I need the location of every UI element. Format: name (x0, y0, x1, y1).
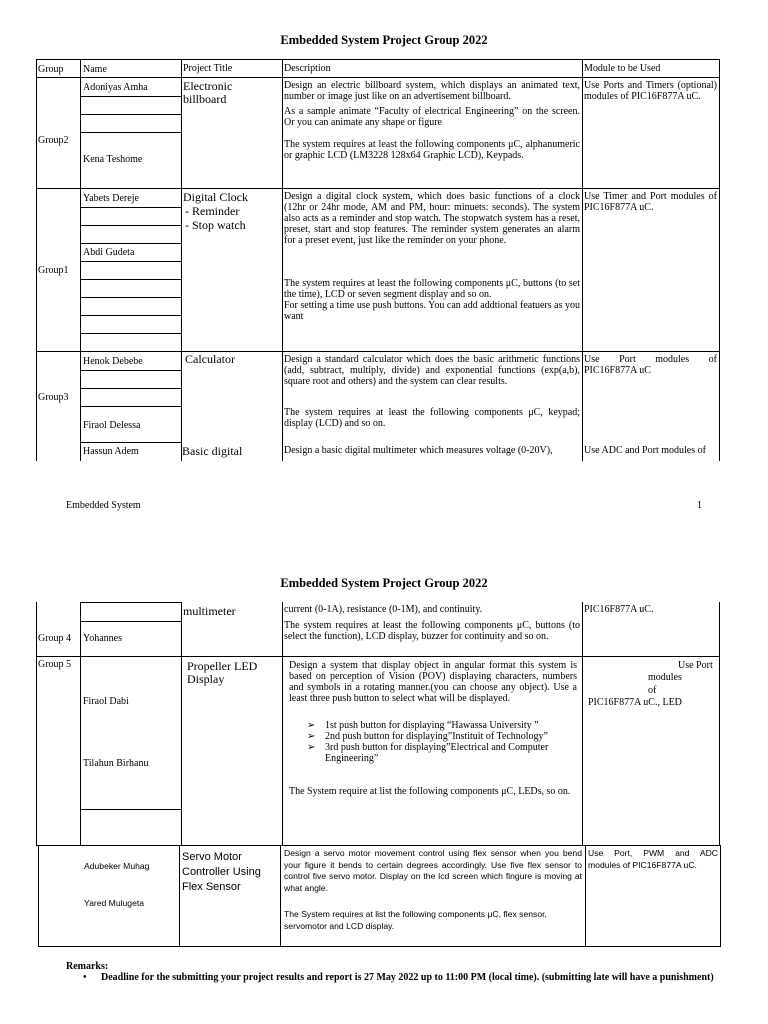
module: PIC16F877A uC. (584, 604, 654, 615)
table-1-clipped-row (36, 443, 720, 460)
bullet-item: 2nd push button for displaying”Instituit of Technology” (325, 731, 548, 742)
description: The system requires at least the following components μC, keypad; display (LCD) and so on. (284, 407, 580, 429)
project-title: Propeller LED Display (187, 659, 258, 686)
member-name: Firaol Delessa (83, 420, 141, 431)
description: Design a basic digital multimeter which measures voltage (0-20V), (284, 445, 553, 456)
module: Use Port, PWM and ADC modules of PIC16F877A uC. (588, 848, 718, 870)
module: Use Ports and Timers (optional) modules of PIC16F877A uC. (584, 80, 717, 102)
header-group: Group (38, 64, 64, 75)
member-name: Yohannes (83, 633, 122, 644)
group-label: Group2 (38, 135, 69, 146)
header-name: Name (83, 64, 107, 75)
group-label: Group 4 (38, 633, 72, 644)
group-label: Group 5 (38, 659, 72, 670)
remarks-item: Deadline for the submitting your project results and report is 27 May 2022 up to 11:00 PM (local time). (submitting late will have a punishment) (101, 972, 714, 983)
project-title: multimeter (183, 604, 236, 618)
remarks-label: Remarks: (66, 961, 109, 972)
project-title: Calculator (185, 352, 235, 366)
member-name: Firaol Dabi (83, 696, 129, 707)
module: Use Port modules of PIC16F877A uC (584, 354, 717, 376)
bullet-dot-icon: • (83, 972, 87, 983)
module: Use ADC and Port modules of (584, 445, 706, 456)
module-line: Use Port (678, 660, 713, 671)
footer-text: Embedded System (66, 500, 141, 511)
page-title: Embedded System Project Group 2022 (280, 576, 488, 590)
description: The System requires at list the following components μC, flex sensor, servomotor and LCD display. (284, 909, 547, 931)
bullet-item: 3rd push button for displaying”Electrical and Computer Engineering” (325, 742, 549, 764)
project-title: Electronic billboard (183, 79, 233, 106)
member-name: Hassun Adem (83, 446, 139, 457)
description: The system requires at least the following components μC, buttons (to select the function), LCD display, buzzer for continuity and so on. (284, 620, 580, 642)
member-name: Yared Mulugeta (84, 898, 145, 908)
module-line: of (648, 685, 657, 696)
module: Use Timer and Port modules of PIC16F877A uC. (584, 191, 717, 213)
page-title: Embedded System Project Group 2022 (280, 33, 488, 47)
project-title: Servo Motor Controller Using Flex Sensor (182, 851, 261, 893)
description: For setting a time use push buttons. You can add addtional featuers as you want (284, 300, 580, 322)
description: current (0-1A), resistance (0-1M), and continuity. (284, 604, 483, 615)
description: Design a system that display object in angular format this system is based on perception of Vision (POV) displaying characters, numbers and symbols in a rotating manner.(you can choose any object). Use a least three push button to select what will be displayed. (289, 660, 577, 704)
member-name: Kena Teshome (83, 154, 143, 165)
member-name: Henok Debebe (83, 356, 143, 367)
description: The system requires at least the following components μC, buttons (to set the time), LCD or seven segment display and so on. (284, 278, 580, 300)
description: Design a servo motor movement control using flex sensor when you bend your figure it bends to certain degrees accordingly. Use five flex sensor to control five servo motor. Display on the lcd screen which fingure is moving at what angle. (284, 848, 582, 893)
bullet-arrow-icon: ➢ (307, 742, 316, 753)
project-title-line: Digital Clock (183, 190, 248, 204)
group-label: Group3 (38, 392, 69, 403)
module-line: modules (648, 672, 682, 683)
group-label: Group1 (38, 265, 69, 276)
header-module: Module to be Used (584, 63, 661, 74)
description: The system requires at least the following components μC, alphanumeric or graphic LCD (LM3228 128x64 Graphic LCD), Keypads. (284, 139, 580, 161)
module-line: PIC16F877A uC., LED (588, 697, 682, 708)
project-title: Basic digital (182, 444, 243, 458)
header-description: Description (284, 63, 331, 74)
member-name: Tilahun Birhanu (83, 758, 149, 769)
member-name: Yabets Dereje (83, 193, 139, 204)
description: Design a standard calculator which does the basic arithmetic functions (add, subtract, multiply, divide) and exponential functions (exp(a,b), square root and others) and the system can clear results. (284, 354, 580, 387)
bullet-arrow-icon: ➢ (307, 720, 316, 731)
description: The System require at list the following components μC, LEDs, so on. (289, 786, 571, 797)
description: As a sample animate “Faculty of electrical Engineering” on the screen. Or you can animate any shape or figure (284, 106, 580, 128)
description: Design a digital clock system, which does basic functions of a clock (12hr or 24hr mode, AM and PM, hour: minuets: seconds). The system also acts as a reminder and stop watch. The stopwatch system has a reset, preset, start and stop features. The reminder system generates an alarm for a preset event, just like the reminder on your phone. (284, 191, 580, 246)
member-name: Adubeker Muhag (84, 861, 150, 871)
project-title-line: - Reminder (185, 204, 240, 218)
description: Design an electric billboard system, which displays an animated text, number or image just like on an advertisement billboard. (284, 80, 580, 102)
project-title-line: - Stop watch (185, 218, 246, 232)
page-number: 1 (697, 500, 702, 511)
member-name: Abdi Gudeta (83, 247, 135, 258)
bullet-item: 1st push button for displaying “Hawassa University ” (325, 720, 539, 731)
bullet-arrow-icon: ➢ (307, 731, 316, 742)
header-project-title: Project Title (183, 63, 233, 74)
member-name: Adoniyas Amha (83, 82, 148, 93)
